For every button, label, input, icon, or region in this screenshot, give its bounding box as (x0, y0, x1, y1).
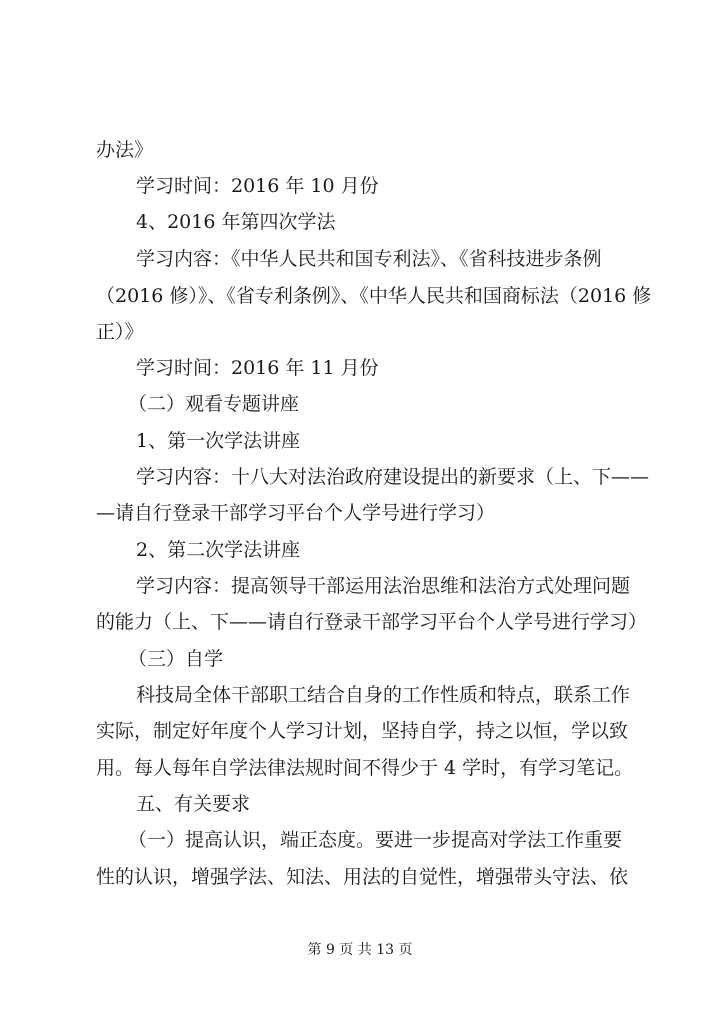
text-line: 的能力（上、下——请自行登录干部学习平台个人学号进行学习） (96, 611, 648, 633)
text-line: 学习内容：《中华人民共和国专利法》、《省科技进步条例 (136, 248, 602, 270)
text-line: 2、第二次学法讲座 (136, 539, 301, 561)
text-line: 科技局全体干部职工结合自身的工作性质和特点，联系工作 (136, 684, 631, 706)
text-line: （2016 修）》、《省专利条例》、《中华人民共和国商标法（2016 修 (96, 285, 652, 307)
text-line: —请自行登录干部学习平台个人学号进行学习） (96, 502, 496, 524)
text-line: 1、第一次学法讲座 (136, 430, 301, 452)
page-number-footer: 第 9 页 共 13 页 (307, 942, 413, 958)
text-line: 学习时间：2016 年 11 月份 (136, 357, 379, 379)
text-line: 性的认识，增强学法、知法、用法的自觉性，增强带头守法、依 (96, 866, 629, 888)
section-heading: 五、有关要求 (136, 793, 251, 815)
text-line: 学习内容：提高领导干部运用法治思维和法治方式处理问题 (136, 575, 631, 597)
text-line: 办法》 (96, 139, 154, 161)
section-heading: （三）自学 (128, 648, 224, 670)
text-line: 实际，制定好年度个人学习计划，坚持自学，持之以恒，学以致 (96, 720, 629, 742)
text-line: 4、2016 年第四次学法 (136, 211, 336, 233)
text-line: 学习内容：十八大对法治政府建设提出的新要求（上、下—— (136, 466, 650, 488)
text-line: 学习时间：2016 年 10 月份 (136, 175, 379, 197)
text-line: （一）提高认识，端正态度。要进一步提高对学法工作重要 (128, 829, 623, 851)
text-line: 正）》 (96, 321, 144, 343)
text-line: 用。每人每年自学法律法规时间不得少于 4 学时，有学习笔记。 (96, 757, 634, 779)
section-heading: （二）观看专题讲座 (128, 393, 300, 415)
